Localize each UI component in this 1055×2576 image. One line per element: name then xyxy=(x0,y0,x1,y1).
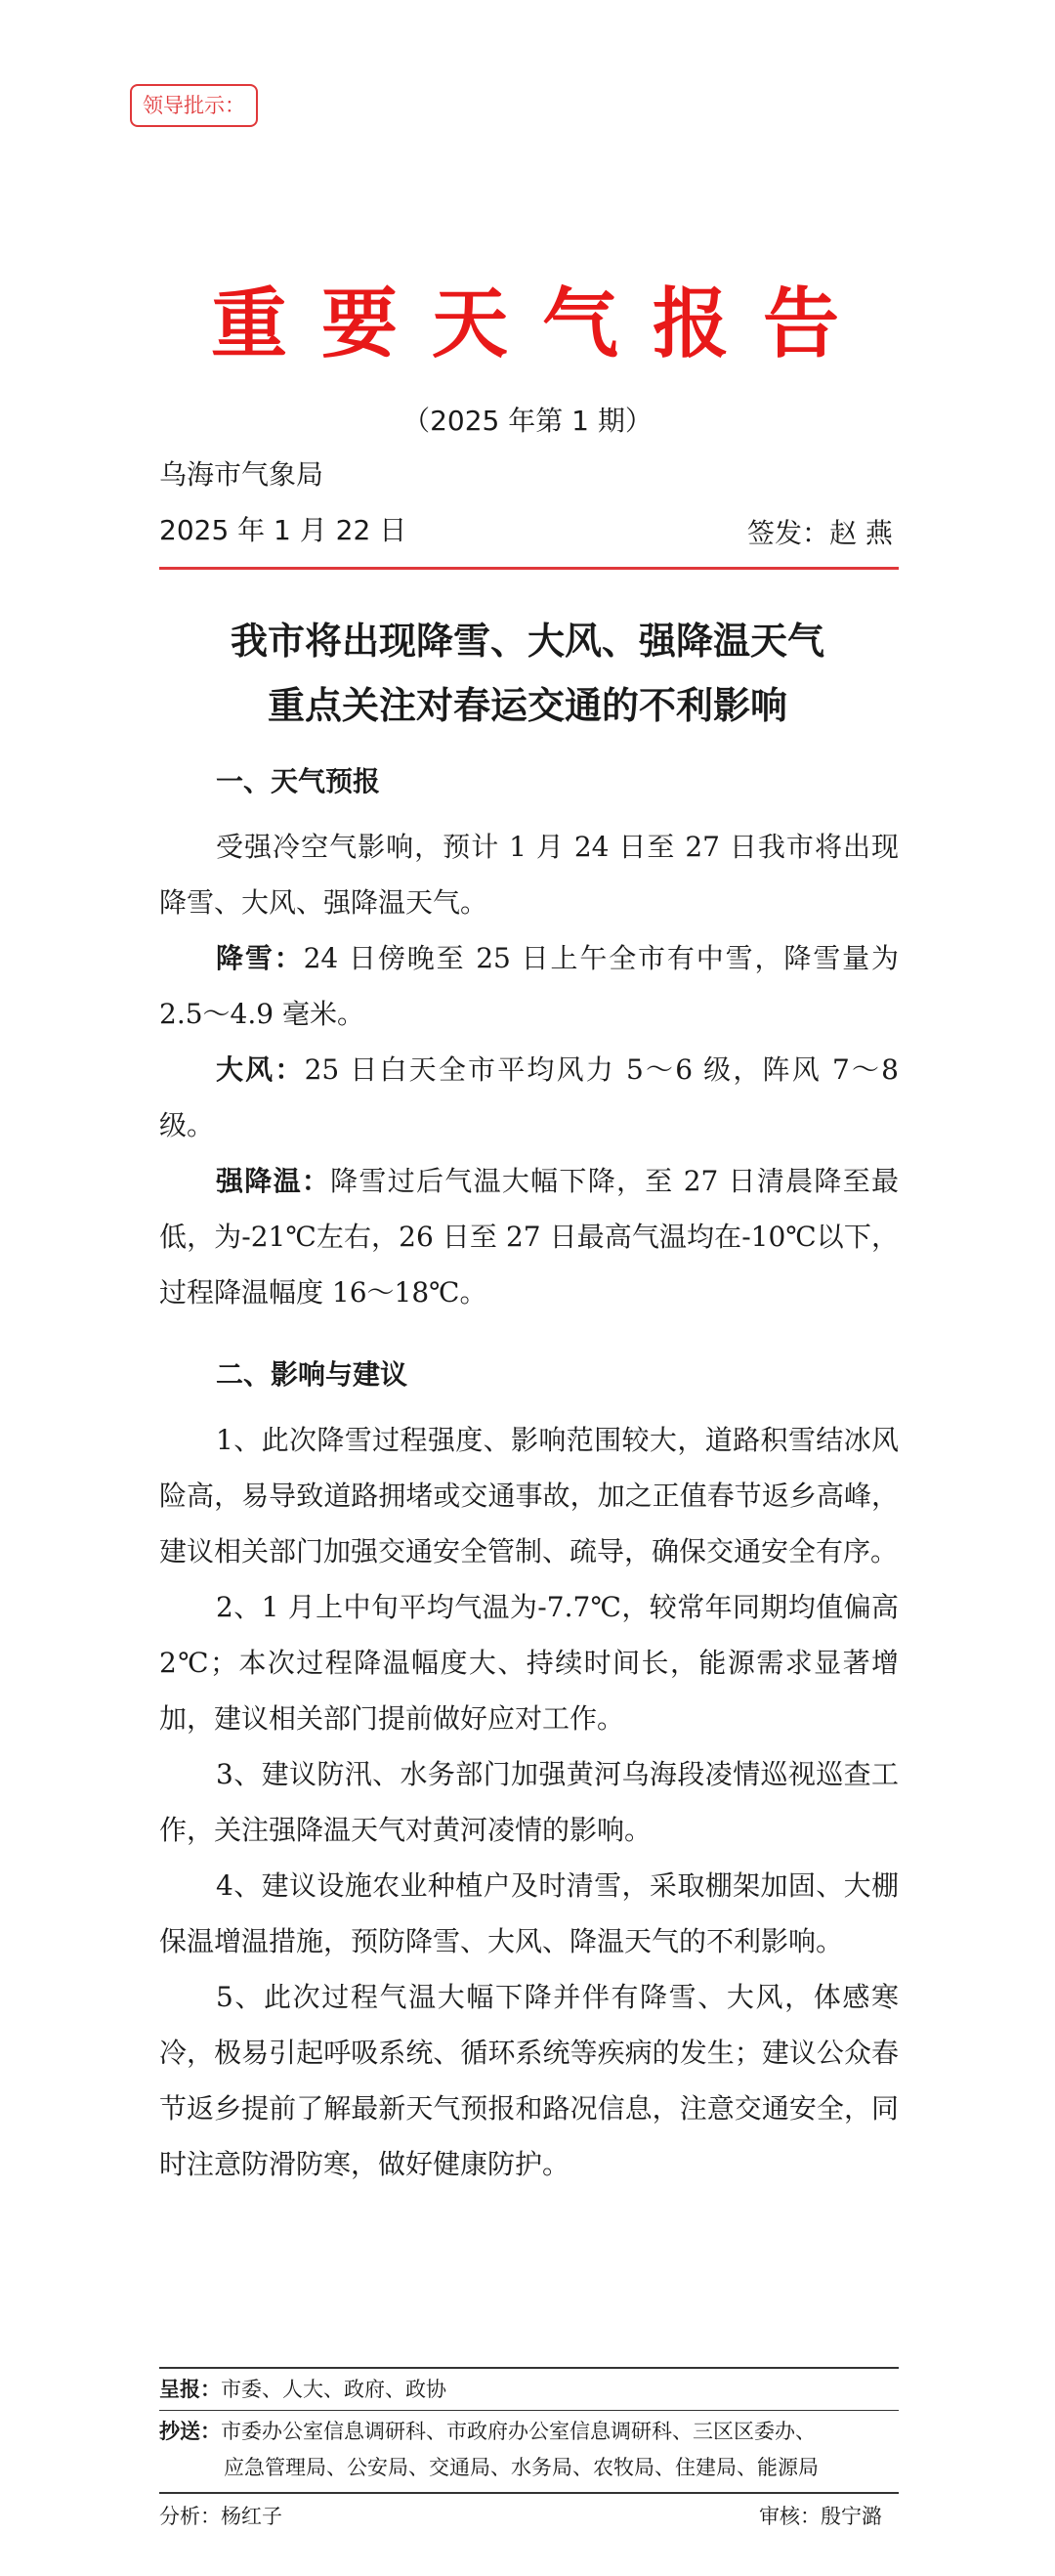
analyst-label: 分析： xyxy=(159,2505,221,2528)
advice-paragraph: 5、此次过程气温大幅下降并伴有降雪、大风，体感寒冷，极易引起呼吸系统、循环系统等疾病的发生；建议公众春节返乡提前了解最新天气预报和路况信息，注意交通安全，同时注意防滑防寒，做好健康防护。 xyxy=(159,1981,899,2180)
cc-line-2: 应急管理局、公安局、交通局、水务局、农牧局、住建局、能源局 xyxy=(224,2456,819,2479)
forecast-item-snow xyxy=(159,930,899,1042)
issuing-agency: 乌海市气象局 xyxy=(159,458,324,491)
analyst-line xyxy=(159,2500,282,2533)
report-to-value: 市委、人大、政府、政协 xyxy=(221,2378,446,2401)
section-heading: 二、影响与建议 xyxy=(216,1358,408,1391)
forecast-item-text: 25 日白天全市平均风力 5～6 级，阵风 7～8 级。 xyxy=(159,1053,899,1141)
issue-number: （2025 年第 1 期） xyxy=(402,405,653,437)
signer: 签发：赵 燕 xyxy=(747,517,893,549)
reviewer-line xyxy=(759,2500,882,2533)
advice-paragraph: 3、建议防汛、水务部门加强黄河乌海段凌情巡视巡查工作，关注强降温天气对黄河凌情的影响。 xyxy=(159,1758,899,1846)
advice-paragraph: 1、此次降雪过程强度、影响范围较大，道路积雪结冰风险高，易导致道路拥堵或交通事故，加之正值春节返乡高峰，建议相关部门加强交通安全管制、疏导，确保交通安全有序。 xyxy=(159,1424,899,1567)
headline-line-1: 我市将出现降雪、大风、强降温天气 xyxy=(230,620,824,663)
forecast-item-label: 大风： xyxy=(216,1053,305,1086)
cc-label: 抄送： xyxy=(159,2420,221,2443)
advice-paragraph: 4、建议设施农业种植户及时清雪，采取棚架加固、大棚保温增温措施，预防降雪、大风、降温天气的不利影响。 xyxy=(159,1869,899,1957)
forecast-item-label: 强降温： xyxy=(216,1165,331,1197)
report-title: 重要天气报告 xyxy=(210,279,873,368)
section-heading: 一、天气预报 xyxy=(216,765,381,797)
footer-mid-divider xyxy=(159,2410,899,2411)
forecast-item-cooling xyxy=(159,1153,899,1320)
forecast-item-text: 降雪过后气温大幅下降，至 27 日清晨降至最低，为-21℃左右，26 日至 27 日最高气温均在-10℃以下，过程降温幅度 16～18℃。 xyxy=(159,1165,899,1309)
forecast-item-label: 降雪： xyxy=(216,942,304,974)
footer-top-divider xyxy=(159,2367,899,2369)
advice-paragraph: 2、1 月上中旬平均气温为-7.7℃，较常年同期均值偏高 2℃；本次过程降温幅度大、持续时间长，能源需求显著增加，建议相关部门提前做好应对工作。 xyxy=(159,1591,899,1735)
cc-value-1: 市委办公室信息调研科、市政府办公室信息调研科、三区区委办、 xyxy=(221,2420,816,2443)
header-divider xyxy=(159,567,899,570)
headline-line-2: 重点关注对春运交通的不利影响 xyxy=(267,684,787,727)
reviewer-label: 审核： xyxy=(759,2505,821,2528)
analyst-name: 杨红子 xyxy=(221,2505,282,2528)
cc-line-1 xyxy=(159,2415,816,2448)
leader-instruction-stamp: 领导批示： xyxy=(130,84,258,127)
footer-bottom-divider xyxy=(159,2492,899,2494)
report-body xyxy=(159,760,899,2192)
issue-date: 2025 年 1 月 22 日 xyxy=(159,514,407,546)
report-to-line xyxy=(159,2373,446,2406)
forecast-item-text: 24 日傍晚至 25 日上午全市有中雪，降雪量为 2.5～4.9 毫米。 xyxy=(159,942,899,1030)
forecast-intro: 受强冷空气影响，预计 1 月 24 日至 27 日我市将出现降雪、大风、强降温天气。 xyxy=(159,831,899,919)
reviewer-name: 殷宁潞 xyxy=(821,2505,882,2528)
report-to-label: 呈报： xyxy=(159,2378,221,2401)
forecast-item-wind xyxy=(159,1042,899,1153)
